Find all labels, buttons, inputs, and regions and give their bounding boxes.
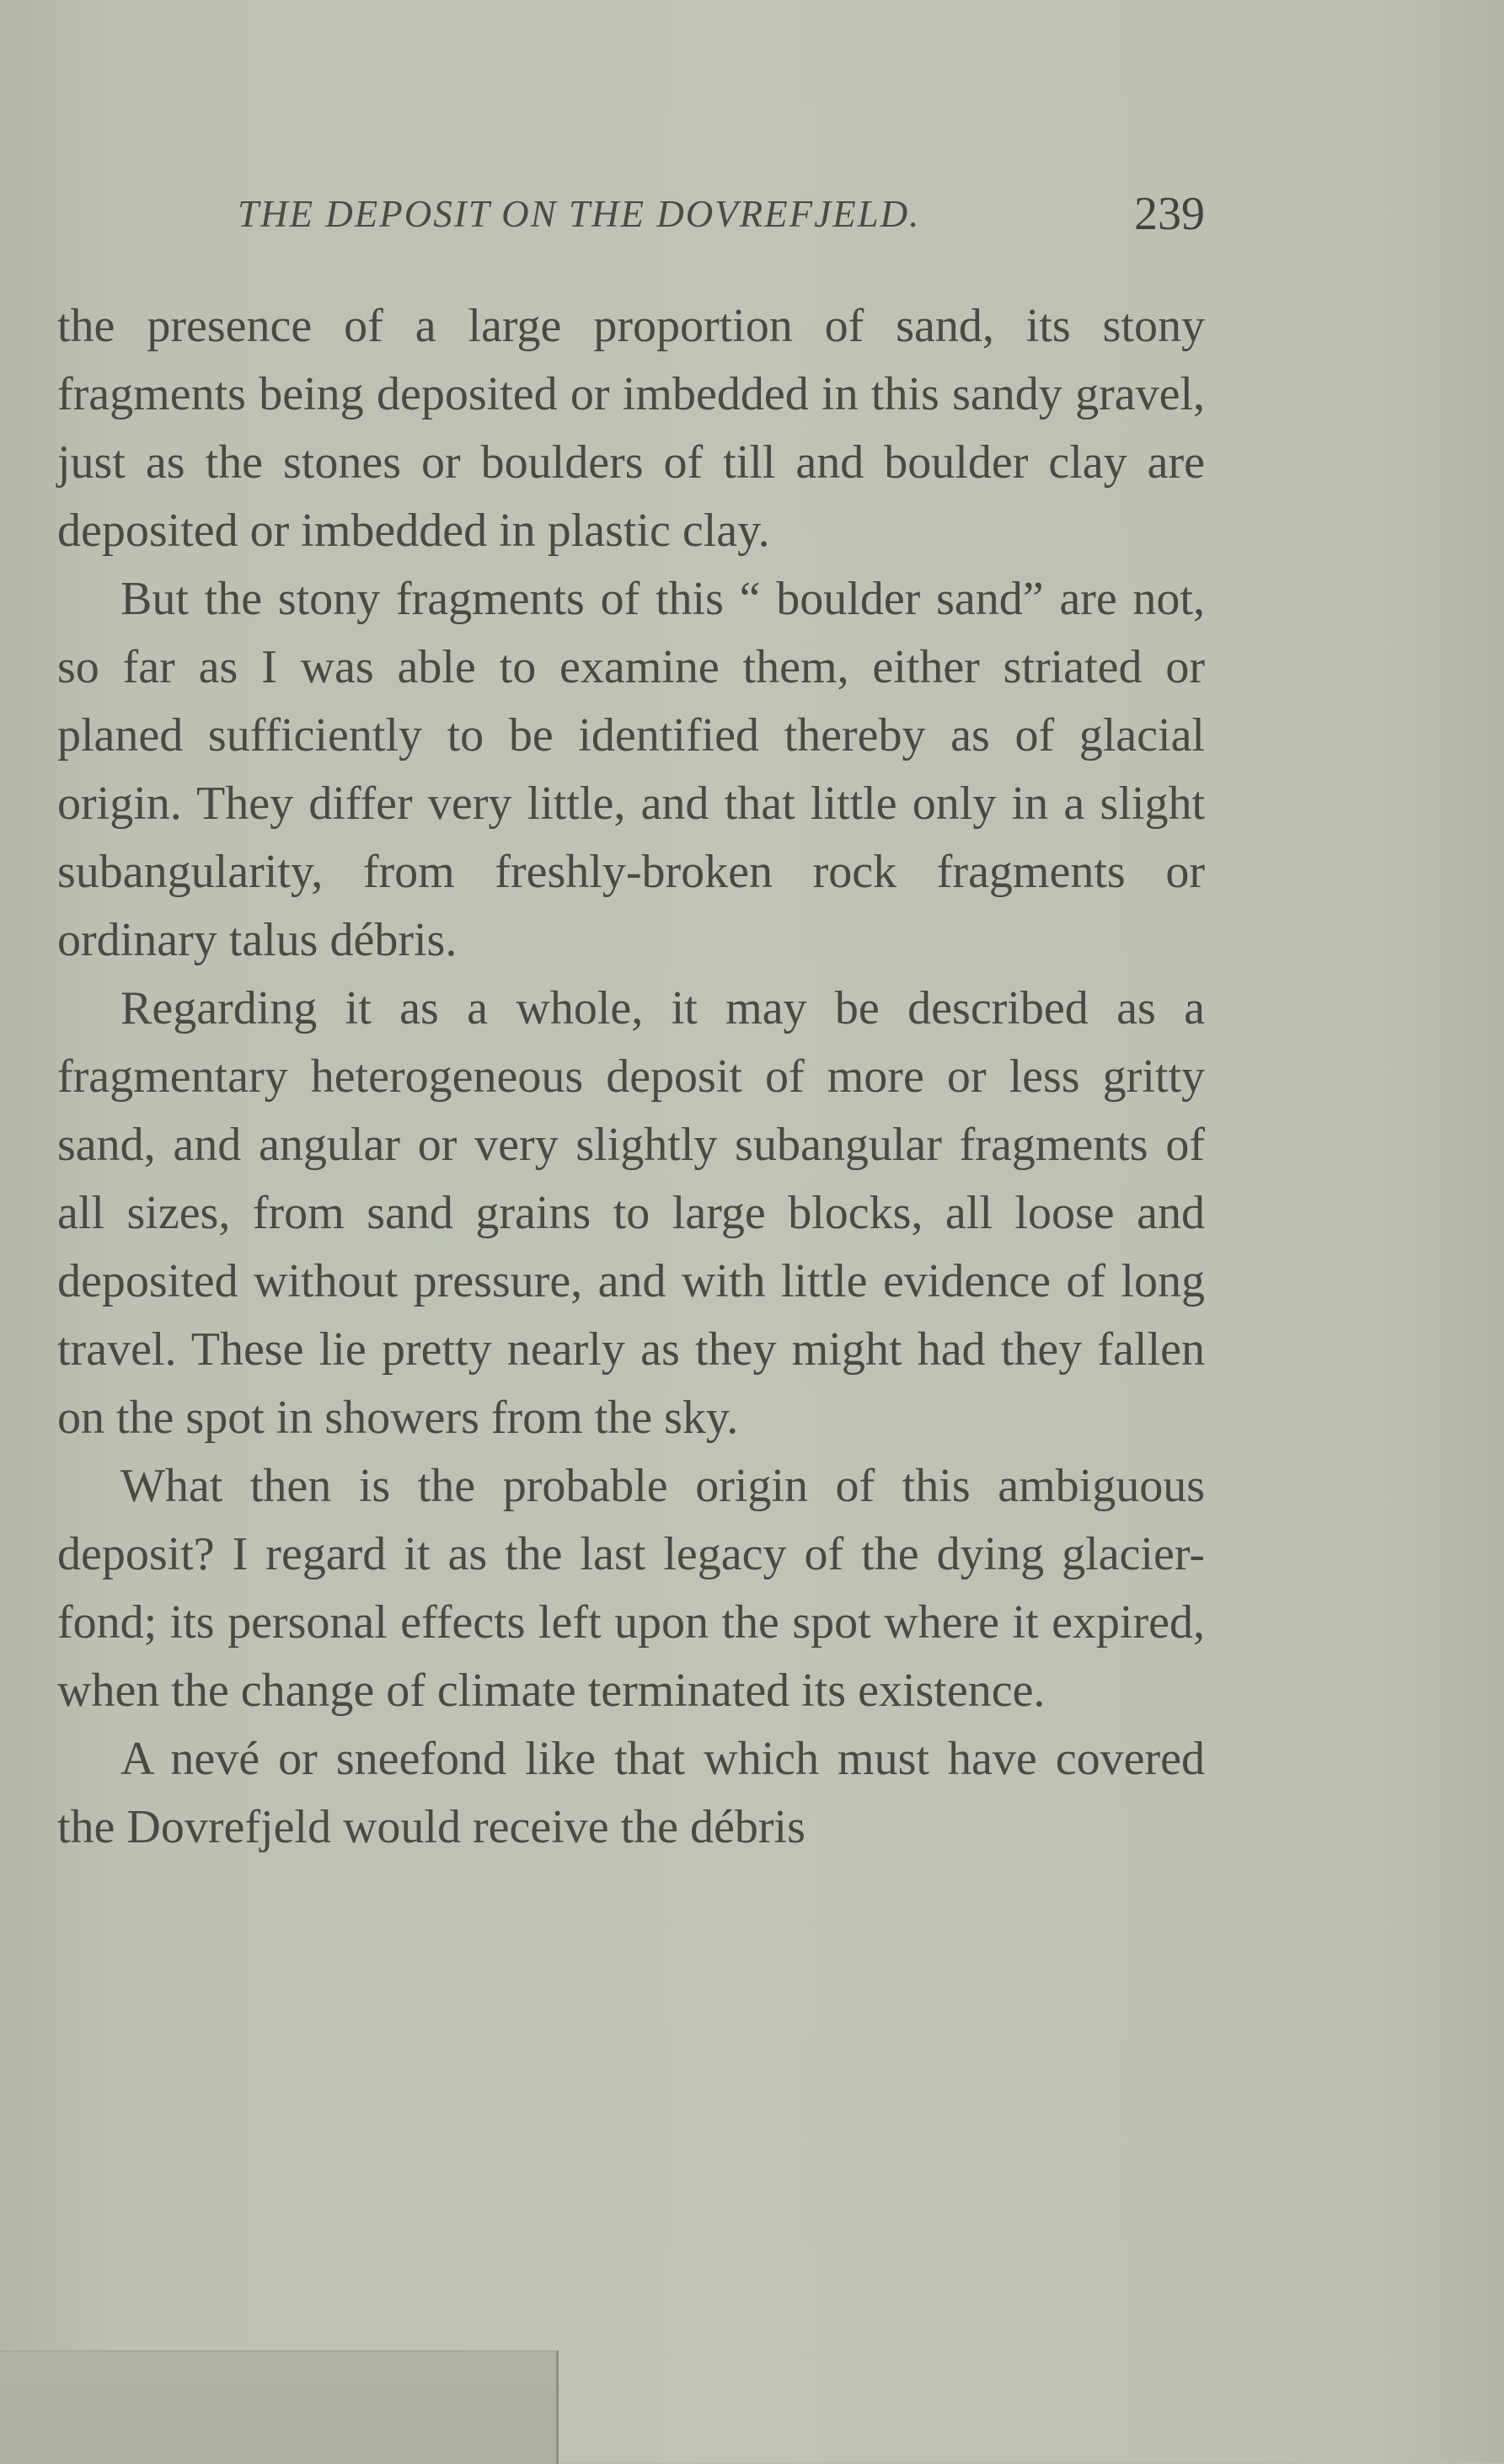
paragraph: the presence of a large proportion of sand, its stony fragments being deposited or imbedded in this sandy gravel, just as the stones or boulders of till and boulder clay are deposited or imbedded in plastic clay. xyxy=(57,300,1205,557)
paragraph: What then is the probable origin of this ambiguous deposit? I regard it as the last legacy of the dying glacier-fond; its personal effects left upon the spot where it expired, when the change of climate terminated its existence. xyxy=(57,1460,1205,1717)
paragraph: Regarding it as a whole, it may be described as a fragmentary heterogeneous deposit of more or less gritty sand, and angular or very slightly subangular fragments of all sizes, from sand grains to large blocks, all loose and deposited without pressure, and with little evidence of long travel. These lie pretty nearly as they might had they fallen on the spot in showers from the sky. xyxy=(57,982,1205,1444)
page-number: 239 xyxy=(1134,188,1205,240)
page-tab-shadow xyxy=(0,2350,559,2464)
paragraph: But the stony fragments of this “ boulder sand” are not, so far as I was able to examine them, either striated or planed sufficiently to be identified thereby as of glacial origin. They differ very little, and that little only in a slight subangularity, from freshly-broken rock fragments or ordinary talus débris. xyxy=(57,573,1205,966)
body-text xyxy=(57,292,1205,1862)
page-header xyxy=(57,188,1205,251)
paragraph: A nevé or sneefond like that which must have covered the Dovrefjeld would receive the débris xyxy=(57,1733,1205,1853)
running-head: THE DEPOSIT ON THE DOVREFJELD. xyxy=(238,193,921,235)
